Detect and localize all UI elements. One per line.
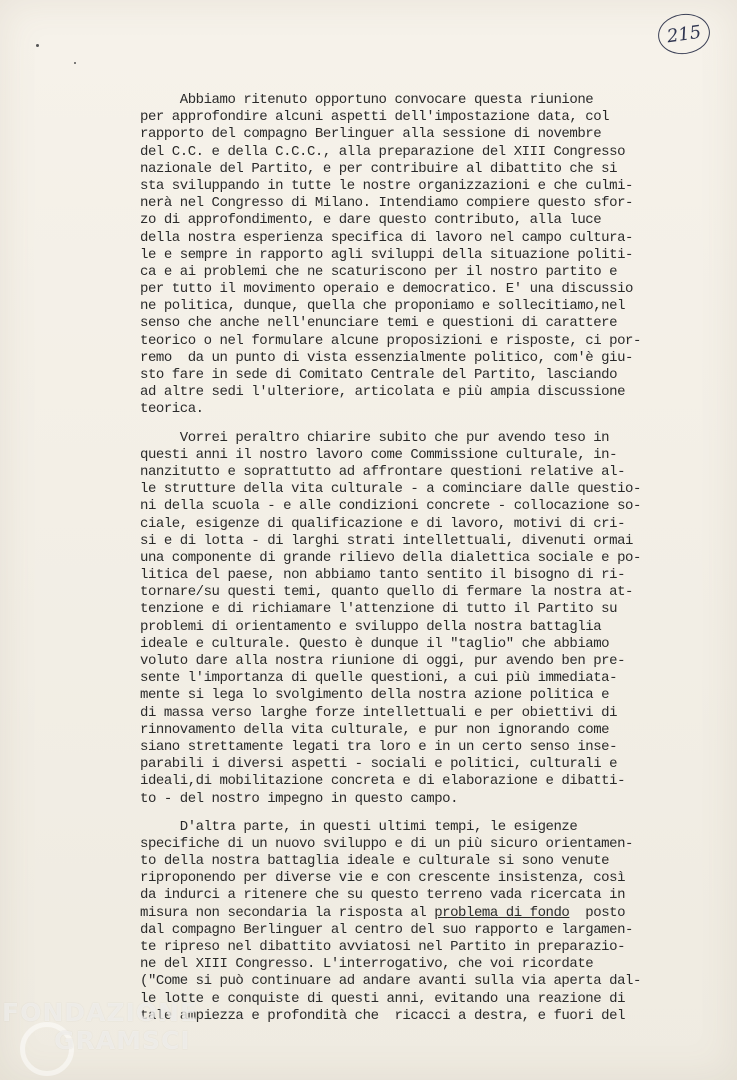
text-line: le strutture della vita culturale - a cominciare dalle questio- bbox=[140, 481, 641, 498]
text-line: misura non secondaria la risposta al problema di fondo posto bbox=[140, 904, 626, 921]
text-line: ideali,di mobilitazione concreta e di elaborazione e dibatti- bbox=[140, 773, 626, 790]
text-line: siano strettamente legati tra loro e in un certo senso inse- bbox=[140, 738, 618, 755]
text-line: specifiche di un nuovo sviluppo e di un più sicuro orientamen- bbox=[140, 835, 633, 852]
watermark-line-2: GRAMSCI bbox=[54, 1026, 191, 1055]
text-line: ad altre sedi l'ulteriore, articolata e più ampia discussione bbox=[140, 384, 626, 401]
text-line: ne politica, dunque, quella che proponiamo e sollecitiamo,nel bbox=[140, 298, 626, 315]
text-line: litica del paese, non abbiamo tanto sentito il bisogno di ri- bbox=[140, 567, 626, 584]
text-line: parabili i diversi aspetti - sociali e politici, culturali e bbox=[140, 756, 618, 773]
text-line: sto fare in sede di Comitato Centrale del Partito, lasciando bbox=[140, 367, 618, 383]
text-line: ("Come si può continuare ad andare avanti sulla via aperta dal- bbox=[140, 973, 641, 990]
text-line: tornare/su questi temi, quanto quello di fermare la nostra at- bbox=[140, 584, 633, 601]
text-line: to della nostra battaglia ideale e culturale si sono venute bbox=[140, 853, 610, 870]
text-line: ne del XIII Congresso. L'interrogativo, che voi ricordate bbox=[140, 956, 594, 973]
text-line: tenzione e di richiamare l'attenzione di tutto il Partito su bbox=[140, 601, 618, 618]
text-line: da indurci a ritenere che su questo terreno vada ricercata in bbox=[140, 887, 626, 904]
text-line: del C.C. e della C.C.C., alla preparazione del XIII Congresso bbox=[140, 143, 626, 160]
text-line: to - del nostro impegno in questo campo. bbox=[140, 790, 459, 807]
text-line: le lotte e conquiste di questi anni, evitando una reazione di bbox=[140, 990, 626, 1007]
text-line: le e sempre in rapporto agli sviluppi della situazione politi- bbox=[140, 246, 633, 263]
paragraph bbox=[140, 430, 700, 808]
text-line: ciale, esigenze di qualificazione e di lavoro, motivi di cri- bbox=[140, 515, 626, 532]
paper-speck bbox=[36, 44, 39, 47]
text-line: questi anni il nostro lavoro come Commissione culturale, in- bbox=[140, 446, 618, 463]
paragraph-gap bbox=[140, 419, 700, 430]
text-line: teorica. bbox=[140, 401, 204, 418]
text-line: nerà nel Congresso di Milano. Intendiamo compiere questo sfor- bbox=[140, 195, 633, 212]
paper-speck bbox=[74, 62, 76, 64]
document-body bbox=[140, 92, 700, 1025]
text-line: una componente di grande rilievo della dialettica sociale e po- bbox=[140, 549, 641, 566]
text-line: di massa verso larghe forze intellettuali e per obiettivi di bbox=[140, 704, 618, 721]
text-line: rinnovamento della vita culturale, e pur non ignorando come bbox=[140, 721, 610, 738]
underlined-phrase: problema di fondo bbox=[434, 904, 570, 921]
text-line: si e di lotta - di larghi strati intellettuali, divenuti ormai bbox=[140, 532, 633, 549]
text-line: per approfondire alcuni aspetti dell'impostazione data, col bbox=[140, 109, 610, 126]
text-line: per tutto il movimento operaio e democratico. E' una discussio bbox=[140, 281, 633, 298]
text-line: mente si lega lo svolgimento della nostra azione politica e bbox=[140, 687, 610, 704]
text-line: sente l'importanza di quelle questioni, a cui più immediata- bbox=[140, 670, 618, 687]
text-line: della nostra esperienza specifica di lavoro nel campo cultura- bbox=[140, 229, 633, 246]
text-line: ca e ai problemi che ne scaturiscono per il nostro partito e bbox=[140, 263, 618, 280]
text-line: voluto dare alla nostra riunione di oggi, pur avendo ben pre- bbox=[140, 653, 626, 669]
text-line: tale ampiezza e profondità che ricacci a destra, e fuori del bbox=[140, 1007, 626, 1024]
text-line: te ripreso nel dibattito avviatosi nel Partito in preparazio- bbox=[140, 939, 626, 955]
watermark-line-1: FONDAZIONE bbox=[2, 998, 199, 1027]
page-number-stamp bbox=[655, 11, 712, 58]
paragraph bbox=[140, 92, 700, 419]
text-line: senso che anche nell'enunciare temi e questioni di carattere bbox=[140, 315, 618, 332]
text-line: dal compagno Berlinguer al centro del suo rapporto e largamen- bbox=[140, 921, 633, 938]
text-line: problemi di orientamento e sviluppo della nostra battaglia bbox=[140, 618, 602, 635]
text-line: nazionale del Partito, e per contribuire al dibattito che si bbox=[140, 160, 618, 177]
text-line: zo di approfondimento, e dare questo contributo, alla luce bbox=[140, 212, 602, 229]
text-line: sta sviluppando in tutte le nostre organizzazioni e che culmi- bbox=[140, 177, 633, 194]
text-line: remo da un punto di vista essenzialmente politico, com'è giu- bbox=[140, 349, 633, 366]
paragraph bbox=[140, 819, 700, 1025]
archive-watermark bbox=[2, 998, 212, 1080]
text-line: Abbiamo ritenuto opportuno convocare questa riunione bbox=[140, 92, 594, 108]
text-line: nanzitutto e soprattutto ad affrontare questioni relative al- bbox=[140, 463, 626, 480]
text-line: rapporto del compagno Berlinguer alla sessione di novembre bbox=[140, 126, 602, 143]
text-line: teorico o nel formulare alcune proposizioni e risposte, ci por- bbox=[140, 332, 641, 349]
text-line: ni della scuola - e alle condizioni concrete - collocazione so- bbox=[140, 498, 641, 515]
text-line: Vorrei peraltro chiarire subito che pur avendo teso in bbox=[140, 429, 610, 446]
page-number: 215 bbox=[665, 21, 703, 47]
paragraph-gap bbox=[140, 808, 700, 819]
text-line: ideale e culturale. Questo è dunque il "taglio" che abbiamo bbox=[140, 635, 610, 652]
text-line: D'altra parte, in questi ultimi tempi, le esigenze bbox=[140, 818, 578, 835]
text-line: riproponendo per diverse vie e con crescente insistenza, così bbox=[140, 870, 626, 887]
